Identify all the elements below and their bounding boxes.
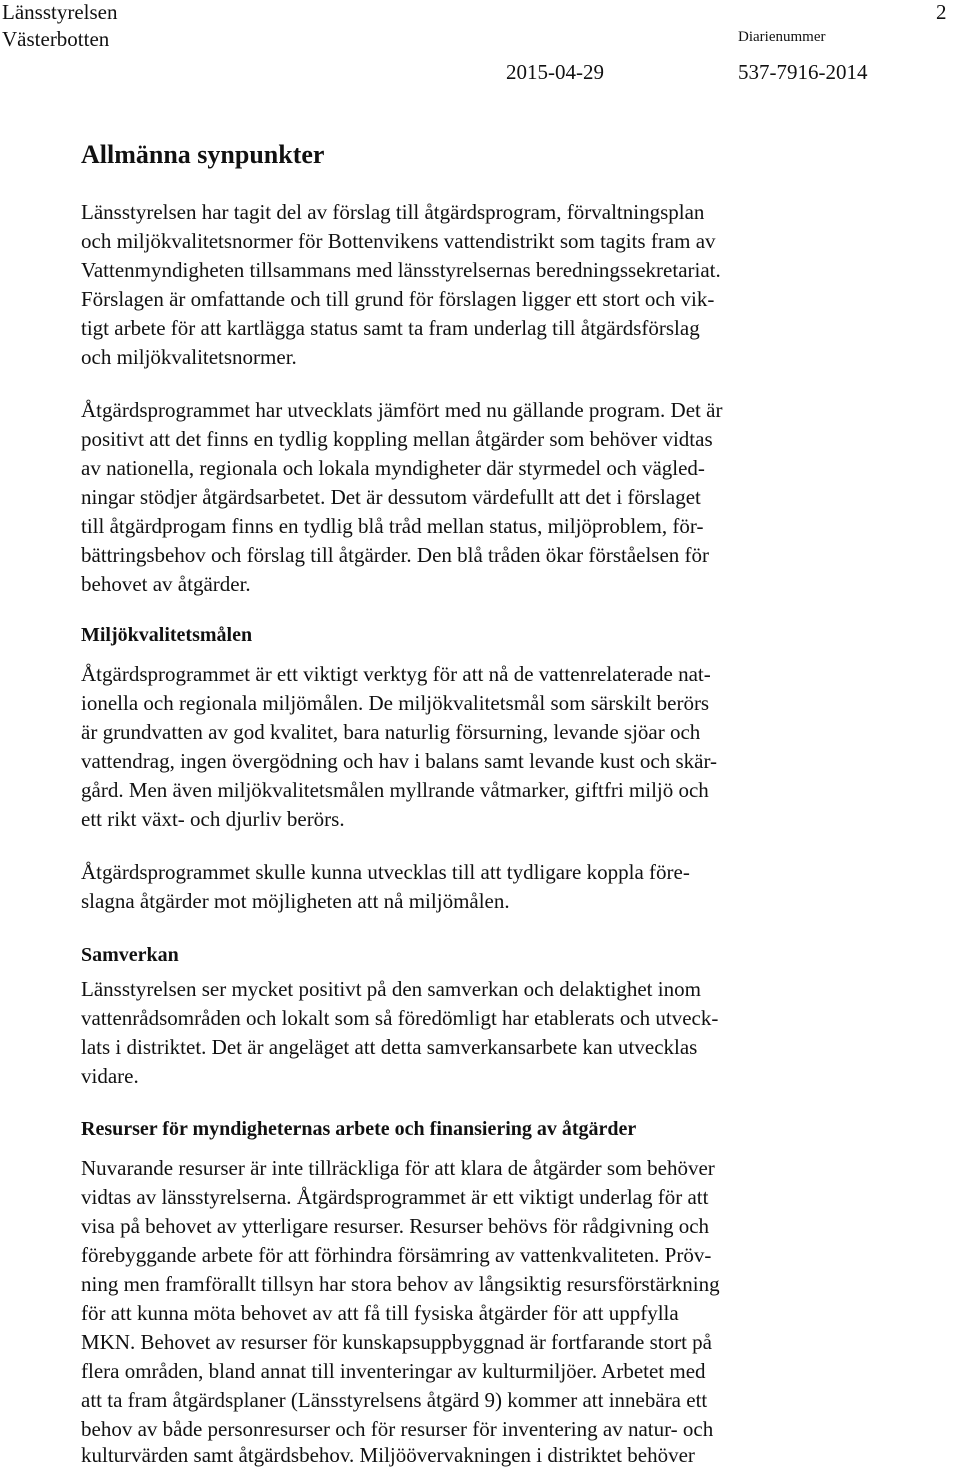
text-line: förebyggande arbete för att förhindra försämring av vattenkvaliteten. Pröv- — [81, 1243, 712, 1267]
subheading-miljokvalitetsmalen: Miljökvalitetsmålen — [81, 624, 253, 646]
text-line: Länsstyrelsen ser mycket positivt på den samverkan och delaktighet inom — [81, 977, 701, 1001]
text-line: är grundvatten av god kvalitet, bara naturlig försurning, levande sjöar och — [81, 720, 701, 744]
text-line: för att kunna möta behovet av att få till fysiska åtgärder för att uppfylla — [81, 1301, 679, 1325]
text-line: och miljökvalitetsnormer. — [81, 345, 297, 369]
text-line: ning men framförallt tillsyn har stora behov av långsiktig resursförstärkning — [81, 1272, 720, 1296]
text-line: Förslagen är omfattande och till grund för förslagen ligger ett stort och vik- — [81, 287, 715, 311]
text-line: flera områden, bland annat till inventeringar av kulturmiljöer. Arbetet med — [81, 1359, 706, 1383]
diarienummer-value: 537-7916-2014 — [738, 60, 868, 84]
text-line: lats i distriktet. Det är angeläget att detta samverkansarbete kan utvecklas — [81, 1035, 698, 1059]
text-line: ionella och regionala miljömålen. De miljökvalitetsmål som särskilt berörs — [81, 691, 710, 715]
organization-name: Länsstyrelsen — [2, 0, 118, 24]
diarienummer-label: Diarienummer — [738, 29, 826, 45]
text-line: behov av både personresurser och för resurser för inventering av natur- och — [81, 1417, 714, 1441]
section-heading-allmanna-synpunkter: Allmänna synpunkter — [81, 140, 325, 169]
text-line: Åtgärdsprogrammet har utvecklats jämfört med nu gällande program. Det är — [81, 398, 723, 422]
text-line: bättringsbehov och förslag till åtgärder. Den blå tråden ökar förståelsen för — [81, 543, 710, 567]
text-line: vidare. — [81, 1064, 139, 1088]
document-date: 2015-04-29 — [506, 60, 604, 84]
page-number: 2 — [936, 0, 947, 24]
text-line: Länsstyrelsen har tagit del av förslag till åtgärdsprogram, förvaltningsplan — [81, 200, 705, 224]
text-line: ningar stödjer åtgärdsarbetet. Det är dessutom värdefullt att det i förslaget — [81, 485, 701, 509]
text-line: gård. Men även miljökvalitetsmålen myllrande våtmarker, giftfri miljö och — [81, 778, 709, 802]
organization-region: Västerbotten — [2, 27, 110, 51]
text-line: visa på behovet av ytterligare resurser. Resurser behövs för rådgivning och — [81, 1214, 710, 1238]
text-line: Nuvarande resurser är inte tillräckliga för att klara de åtgärder som behöver — [81, 1156, 715, 1180]
text-line: positivt att det finns en tydlig koppling mellan åtgärder som behöver vidtas — [81, 427, 713, 451]
text-line: vidtas av länsstyrelserna. Åtgärdsprogrammet är ett viktigt underlag för att — [81, 1185, 709, 1209]
text-line: tigt arbete för att kartlägga status samt ta fram underlag till åtgärdsförslag — [81, 316, 700, 340]
text-line: Vattenmyndigheten tillsammans med länsstyrelsernas beredningssekretariat. — [81, 258, 721, 282]
text-line: behovet av åtgärder. — [81, 572, 251, 596]
text-line: att ta fram åtgärdsplaner (Länsstyrelsens åtgärd 9) kommer att innebära ett — [81, 1388, 708, 1412]
text-line: vattendrag, ingen övergödning och hav i balans samt levande kust och skär- — [81, 749, 718, 773]
text-line: MKN. Behovet av resurser för kunskapsuppbyggnad är fortfarande stort på — [81, 1330, 712, 1354]
text-line: ett rikt växt- och djurliv berörs. — [81, 807, 345, 831]
text-line: av nationella, regionala och lokala myndigheter där styrmedel och vägled- — [81, 456, 705, 480]
text-line: slagna åtgärder mot möjligheten att nå miljömålen. — [81, 889, 510, 913]
text-line: och miljökvalitetsnormer för Bottenvikens vattendistrikt som tagits fram av — [81, 229, 716, 253]
subheading-samverkan: Samverkan — [81, 944, 179, 966]
text-line: till åtgärdprogam finns en tydlig blå tråd mellan status, miljöproblem, för- — [81, 514, 704, 538]
text-line: vattenrådsområden och lokalt som så föredömligt har etablerats och utveck- — [81, 1006, 719, 1030]
text-line: Åtgärdsprogrammet är ett viktigt verktyg för att nå de vattenrelaterade nat- — [81, 662, 711, 686]
text-line: Åtgärdsprogrammet skulle kunna utvecklas till att tydligare koppla före- — [81, 860, 690, 884]
text-line: kulturvärden samt åtgärdsbehov. Miljöövervakningen i distriktet behöver — [81, 1443, 695, 1467]
subheading-resurser: Resurser för myndigheternas arbete och finansiering av åtgärder — [81, 1118, 637, 1140]
